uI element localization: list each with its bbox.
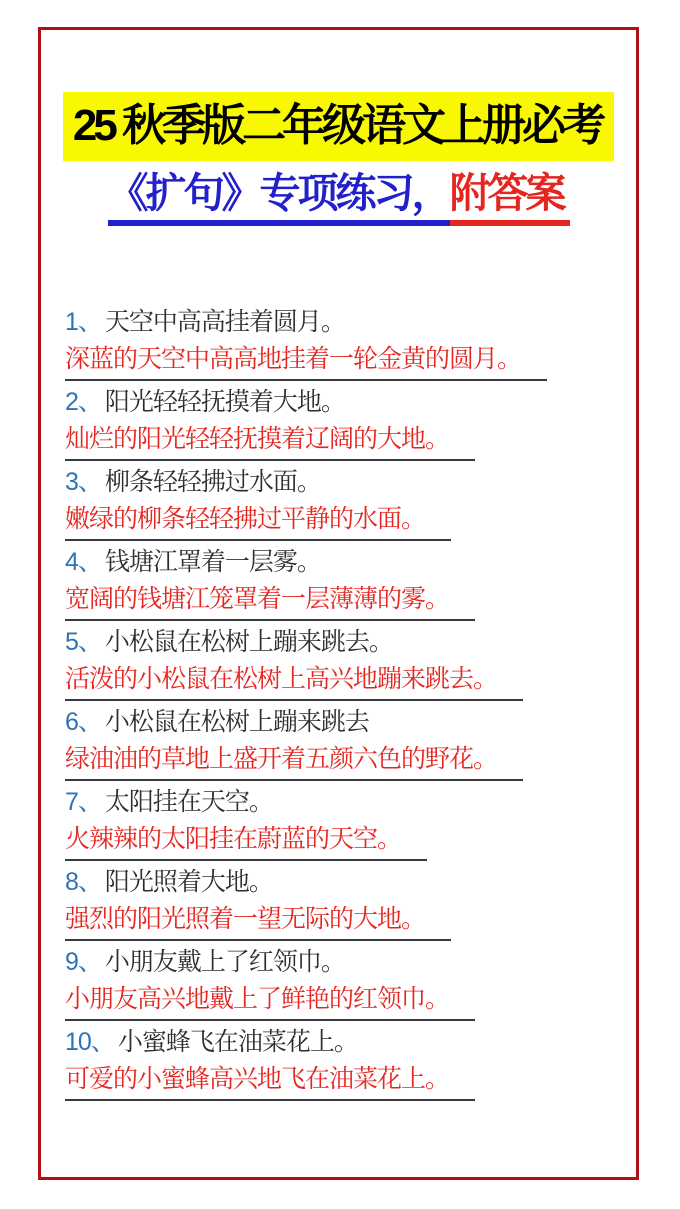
exercise-question: 阳光轻轻抚摸着大地。 — [104, 388, 345, 417]
exercise-item — [65, 860, 626, 940]
exercise-answer: 宽阔的钱塘江笼罩着一层薄薄的雾。 — [65, 579, 475, 621]
exercise-item — [65, 380, 626, 460]
question-line — [65, 620, 626, 660]
exercise-answer: 火辣辣的太阳挂在蔚蓝的天空。 — [65, 819, 427, 861]
exercise-question: 太阳挂在天空。 — [104, 788, 273, 817]
question-line — [65, 300, 626, 340]
exercise-answer: 灿烂的阳光轻轻抚摸着辽阔的大地。 — [65, 419, 475, 461]
answer-line — [65, 660, 626, 700]
question-line — [65, 380, 626, 420]
subtitle-topic: 《扩句》专项练习， — [108, 168, 450, 226]
answer-line — [65, 1060, 626, 1100]
exercise-item — [65, 700, 626, 780]
page-border-frame — [38, 27, 639, 1180]
exercise-question: 小松鼠在松树上蹦来跳去 — [104, 708, 369, 737]
exercise-item — [65, 1020, 626, 1100]
exercise-item — [65, 780, 626, 860]
exercise-answer: 嫩绿的柳条轻轻拂过平静的水面。 — [65, 499, 451, 541]
answer-line — [65, 340, 626, 380]
exercise-question: 阳光照着大地。 — [104, 868, 273, 897]
exercise-item — [65, 300, 626, 380]
answer-line — [65, 900, 626, 940]
exercise-question: 小蜜蜂飞在油菜花上。 — [117, 1028, 358, 1057]
exercise-item — [65, 540, 626, 620]
question-line — [65, 460, 626, 500]
exercise-number: 4、 — [65, 548, 102, 577]
exercise-answer: 强烈的阳光照着一望无际的大地。 — [65, 899, 451, 941]
exercise-number: 3、 — [65, 468, 102, 497]
answer-line — [65, 420, 626, 460]
exercise-number: 2、 — [65, 388, 102, 417]
exercise-number: 9、 — [65, 948, 102, 977]
exercise-number: 7、 — [65, 788, 102, 817]
title-row — [41, 92, 636, 161]
exercise-answer: 可爱的小蜜蜂高兴地飞在油菜花上。 — [65, 1059, 475, 1101]
answer-line — [65, 500, 626, 540]
exercise-list — [41, 300, 636, 1100]
question-line — [65, 780, 626, 820]
question-line — [65, 540, 626, 580]
exercise-question: 钱塘江罩着一层雾。 — [104, 548, 321, 577]
question-line — [65, 700, 626, 740]
exercise-item — [65, 940, 626, 1020]
answer-line — [65, 980, 626, 1020]
exercise-item — [65, 460, 626, 540]
page-subtitle — [41, 168, 636, 226]
page-title: 25 秋季版二年级语文上册必考 — [63, 92, 614, 161]
exercise-number: 5、 — [65, 628, 102, 657]
exercise-answer: 深蓝的天空中高高地挂着一轮金黄的圆月。 — [65, 339, 547, 381]
subtitle-answer-tag: 附答案 — [450, 168, 570, 226]
exercise-answer: 活泼的小松鼠在松树上高兴地蹦来跳去。 — [65, 659, 523, 701]
exercise-question: 小松鼠在松树上蹦来跳去。 — [104, 628, 393, 657]
exercise-question: 天空中高高挂着圆月。 — [104, 308, 345, 337]
exercise-number: 10、 — [65, 1028, 115, 1057]
exercise-number: 6、 — [65, 708, 102, 737]
question-line — [65, 1020, 626, 1060]
answer-line — [65, 740, 626, 780]
exercise-answer: 小朋友高兴地戴上了鲜艳的红领巾。 — [65, 979, 475, 1021]
answer-line — [65, 580, 626, 620]
exercise-answer: 绿油油的草地上盛开着五颜六色的野花。 — [65, 739, 523, 781]
exercise-question: 小朋友戴上了红领巾。 — [104, 948, 345, 977]
answer-line — [65, 820, 626, 860]
question-line — [65, 940, 626, 980]
question-line — [65, 860, 626, 900]
exercise-number: 8、 — [65, 868, 102, 897]
exercise-item — [65, 620, 626, 700]
exercise-number: 1、 — [65, 308, 102, 337]
exercise-question: 柳条轻轻拂过水面。 — [104, 468, 321, 497]
